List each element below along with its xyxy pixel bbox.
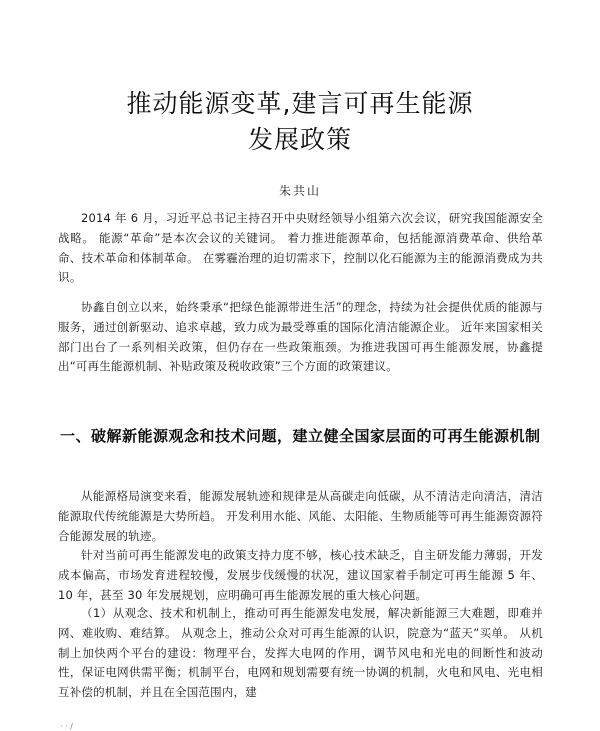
footer-mark: · · / <box>60 722 73 731</box>
paragraph-section-3: （1）从观念、技术和机制上，推动可再生能源发电发展，解决新能源三大难题，即难并网、难收购、难结算。 从观念上，推动公众对可再生能源的认识，院意为“蓝天”买单。 从机制上加快两个平台的建设：物理平台，发挥大电网的作用，调节风电和光电的间断性和波动性，保证电网供需平衡；机制平台，电网和规划需要有统一协调的机制，火电和风电、光电相互补偿的机制，并且在全国范围内，建 <box>58 606 543 700</box>
paragraph-section-1: 从能源格局演变来看，能源发展轨迹和规律是从高碳走向低碳，从不清洁走向清洁，清洁能源取代传统能源是大势所趋。 开发利用水能、风能、太阳能、生物质能等可再生能源资源符合能源发展的轨迹。 <box>58 489 543 543</box>
title-line-2: 发展政策 <box>247 125 352 154</box>
paragraph-intro-2: 协鑫自创立以来，始终秉承“把绿色能源带进生活”的理念，持续为社会提供优质的能源与服务，通过创新驱动、追求卓越，致力成为最受尊重的国际化清洁能源企业。 近年来国家相关部门出台了一系列相关政策，但仍存在一些政策瓶颈。为推进我国可再生能源发展，协鑫提出“可再生能源机制、补贴政策及税收政策”三个方面的政策建议。 <box>58 300 543 374</box>
paragraph-section-2: 针对当前可再生能源发电的政策支持力度不够，核心技术缺乏，自主研发能力薄弱，开发成本偏高，市场发育进程较慢，发展步伐缓慢的状况，建议国家着手制定可再生能源 5 年、10 年，甚至 30 年发展规划，应明确可再生能源发展的重大核心问题。 <box>58 548 543 602</box>
section-heading-1: 一、破解新能源观念和技术问题，建立健全国家层面的可再生能源机制 <box>60 427 541 445</box>
author-name: 朱共山 <box>278 184 321 198</box>
title-line-1: 推动能源变革,建言可再生能源 <box>126 89 474 118</box>
paragraph-intro-1: 2014 年 6 月，习近平总书记主持召开中央财经领导小组第六次会议，研究我国能源安全战略。 能源“革命”是本次会议的关键词。 着力推进能源革命，包括能源消费革命、供给革命、技术革命和体制革命。 在雾霾治理的迫切需求下，控制以化石能源为主的能源消费成为共识。 <box>58 211 543 285</box>
